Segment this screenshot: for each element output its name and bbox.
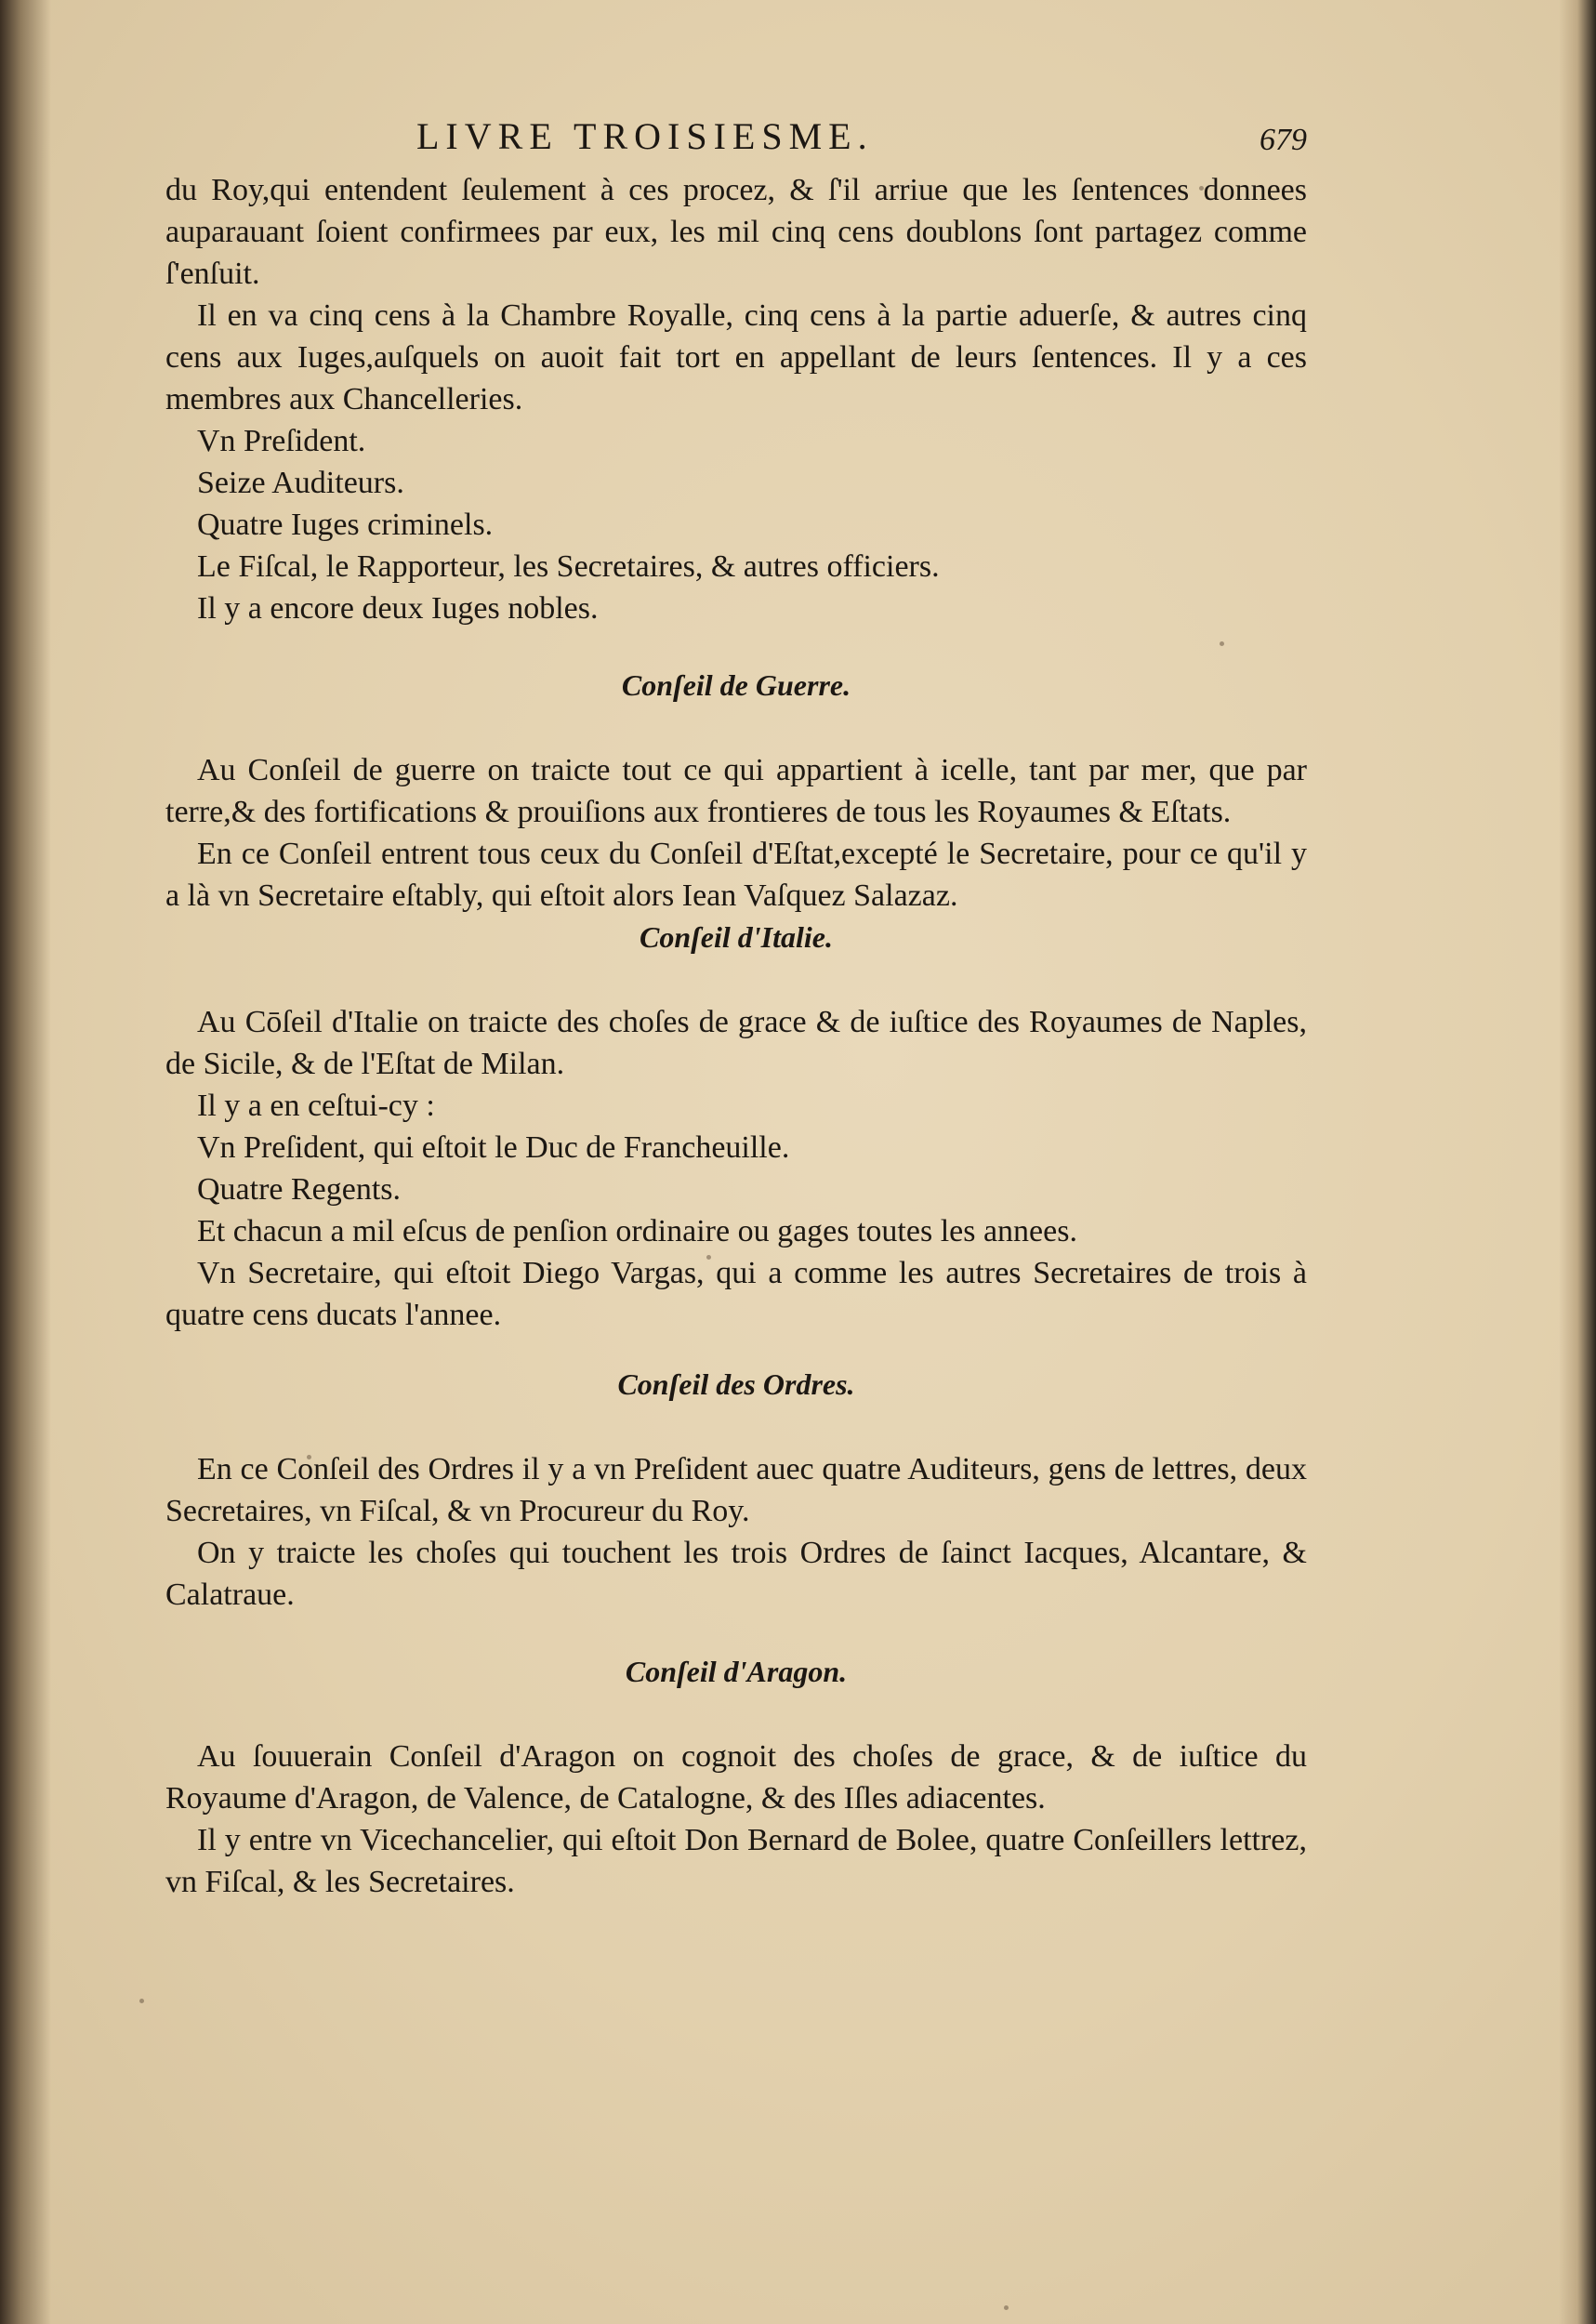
list-item: Quatre Iuges criminels. <box>197 508 494 542</box>
list-item: Vn Preſident, qui eſtoit le Duc de Francheuille. <box>197 1130 790 1165</box>
list-item: Seize Auditeurs. <box>197 466 404 500</box>
paragraph: Au Conſeil de guerre on traicte tout ce qui appartient à icelle, tant par mer, que par terre,& des fortifications & prouiſions aux frontieres de tous les Royaumes & Eſtats. <box>165 753 1307 829</box>
paragraph: On y traicte les choſes qui touchent les trois Ordres de ſainct Iacques, Alcantare, & Calatraue. <box>165 1536 1307 1612</box>
running-title: LIVRE TROISIESME. <box>416 115 874 157</box>
paragraph: Au ſouuerain Conſeil d'Aragon on cognoit des choſes de grace, & de iuſtice du Royaume d'Aragon, de Valence, de Catalogne, & des Iſles adiacentes. <box>165 1739 1307 1816</box>
page-number: 679 <box>1260 123 1307 157</box>
list-item: Quatre Regents. <box>197 1172 402 1207</box>
section-heading-italie: Conſeil d'Italie. <box>640 920 833 954</box>
binding-shadow <box>0 0 51 2324</box>
page-header <box>165 110 1307 169</box>
list-item: Vn Preſident. <box>197 424 366 458</box>
section-heading-guerre: Conſeil de Guerre. <box>621 668 851 702</box>
paragraph: En ce Conſeil entrent tous ceux du Conſeil d'Eſtat,excepté le Secretaire, pour ce qu'il y a là vn Secretaire eſtably, qui eſtoit alors Iean Vaſquez Salazaz. <box>165 837 1307 913</box>
section-heading-aragon: Conſeil d'Aragon. <box>625 1655 848 1688</box>
paragraph: Au Cōſeil d'Italie on traicte des choſes de grace & de iuſtice des Royaumes de Naples, de Sicile, & de l'Eſtat de Milan. <box>165 1005 1307 1081</box>
paragraph: du Roy,qui entendent ſeulement à ces procez, & ſ'il arriue que les ſentences donnees auparauant ſoient confirmees par eux, les mil cinq cens doublons ſont partagez comme ſ'enſuit. <box>165 173 1307 291</box>
list-item: Il y a en ceſtui-cy : <box>197 1089 435 1123</box>
page-text <box>165 110 1307 1903</box>
paragraph: Il en va cinq cens à la Chambre Royalle, cinq cens à la partie aduerſe, & autres cinq cens aux Iuges,auſquels on auoit fait tort en appellant de leurs ſentences. Il y a ces membres aux Chancelleries. <box>165 298 1307 416</box>
list-item: Le Fiſcal, le Rapporteur, les Secretaires, & autres officiers. <box>197 549 940 584</box>
section-heading-ordres: Conſeil des Ordres. <box>617 1367 855 1401</box>
list-item: Il y a encore deux Iuges nobles. <box>197 591 599 626</box>
paper-speck <box>1004 2305 1009 2310</box>
paragraph: Vn Secretaire, qui eſtoit Diego Vargas, qui a comme les autres Secretaires de trois à quatre cens ducats l'annee. <box>165 1256 1307 1332</box>
paper-speck <box>139 1999 144 2003</box>
list-item: Et chacun a mil eſcus de penſion ordinaire ou gages toutes les annees. <box>197 1214 1077 1248</box>
page-edge-shadow <box>1559 0 1596 2324</box>
paragraph: En ce Conſeil des Ordres il y a vn Preſident auec quatre Auditeurs, gens de lettres, deux Secretaires, vn Fiſcal, & vn Procureur du Roy. <box>165 1452 1307 1528</box>
paragraph: Il y entre vn Vicechancelier, qui eſtoit Don Bernard de Bolee, quatre Conſeillers lettrez, vn Fiſcal, & les Secretaires. <box>165 1823 1307 1899</box>
